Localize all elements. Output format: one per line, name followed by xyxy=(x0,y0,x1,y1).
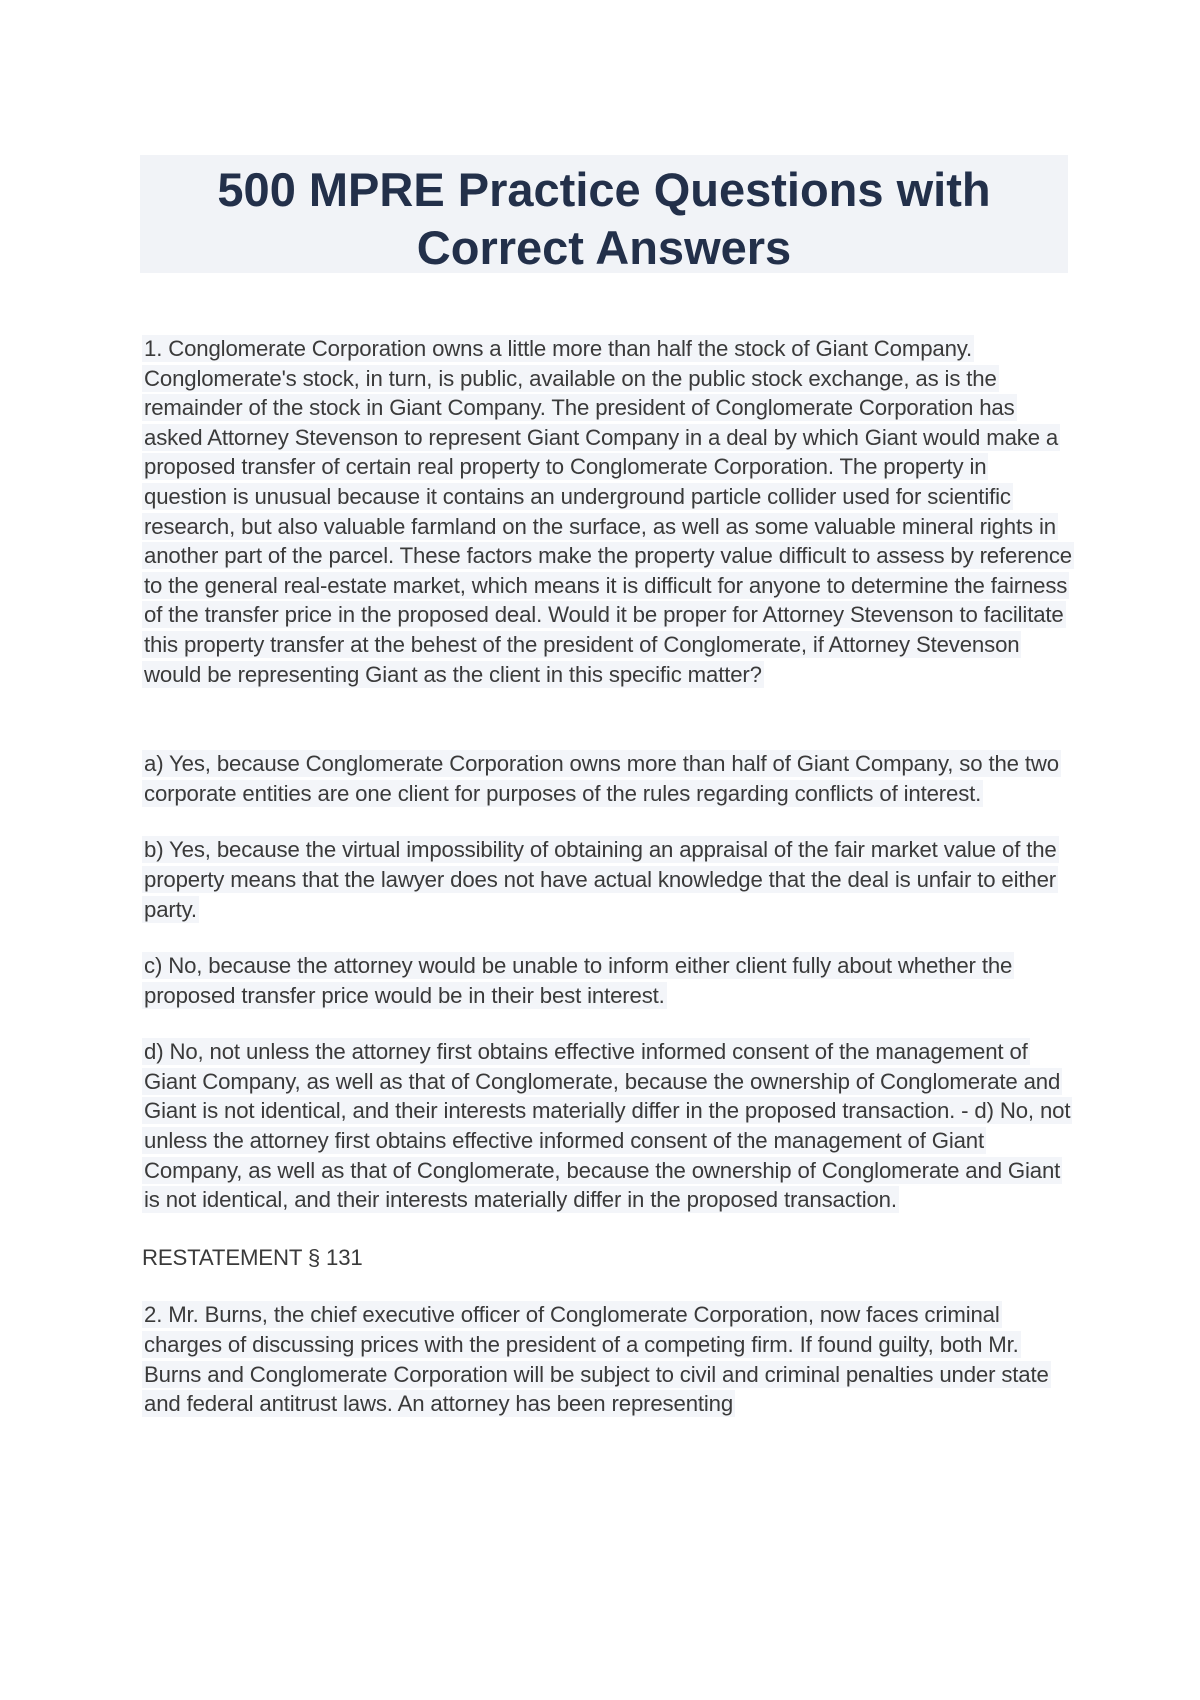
question-1-stem: 1. Conglomerate Corporation owns a little more than half the stock of Giant Company. Conglomerate's stock, in turn, is public, available on the public stock exchange, as is the remainder of the stock in Giant Company. The president of Conglomerate Corporation has asked Attorney Stevenson to represent Giant Company in a deal by which Giant would make a proposed transfer of certain real property to Conglomerate Corporation. The property in question is unusual because it contains an underground particle collider used for scientific research, but also valuable farmland on the surface, as well as some valuable mineral rights in another part of the parcel. These factors make the property value difficult to assess by reference to the general real-estate market, which means it is difficult for anyone to determine the fairness of the transfer price in the proposed deal. Would it be proper for Attorney Stevenson to facilitate this property transfer at the behest of the president of Conglomerate, if Attorney Stevenson would be representing Giant as the client in this specific matter? xyxy=(144,336,1072,687)
document-title: 500 MPRE Practice Questions with Correct Answers xyxy=(217,163,991,274)
title-band xyxy=(140,155,1068,273)
reference-text: RESTATEMENT § 131 xyxy=(142,1244,363,1270)
document-body xyxy=(142,334,1072,1419)
question-1-option-c xyxy=(142,951,1072,1010)
option-a-text: a) Yes, because Conglomerate Corporation owns more than half of Giant Company, so the two corporate entities are one client for purposes of the rules regarding conflicts of interest. xyxy=(144,751,1059,806)
question-2-stem: 2. Mr. Burns, the chief executive officer of Conglomerate Corporation, now faces criminal charges of discussing prices with the president of a competing firm. If found guilty, both Mr. Burns and Conglomerate Corporation will be subject to civil and criminal penalties under state and federal antitrust laws. An attorney has been representing xyxy=(144,1302,1049,1417)
option-c-text: c) No, because the attorney would be unable to inform either client fully about whether the proposed transfer price would be in their best interest. xyxy=(144,953,1013,1008)
question-1-option-b xyxy=(142,835,1072,924)
option-d-text: d) No, not unless the attorney first obtains effective informed consent of the management of Giant Company, as well as that of Conglomerate, because the ownership of Conglomerate and Giant is not identical, and their interests materially differ in the proposed transaction. - d) No, not unless the attorney first obtains effective informed consent of the management of Giant Company, as well as that of Conglomerate, because the ownership of Conglomerate and Giant is not identical, and their interests materially differ in the proposed transaction. xyxy=(144,1039,1071,1213)
question-2-text xyxy=(142,1300,1072,1418)
question-1-option-d xyxy=(142,1037,1072,1215)
question-1-text xyxy=(142,334,1072,689)
question-1-reference xyxy=(142,1243,1072,1273)
question-1-option-a xyxy=(142,749,1072,808)
option-b-text: b) Yes, because the virtual impossibility of obtaining an appraisal of the fair market value of the property means that the lawyer does not have actual knowledge that the deal is unfair to either party. xyxy=(144,837,1057,922)
